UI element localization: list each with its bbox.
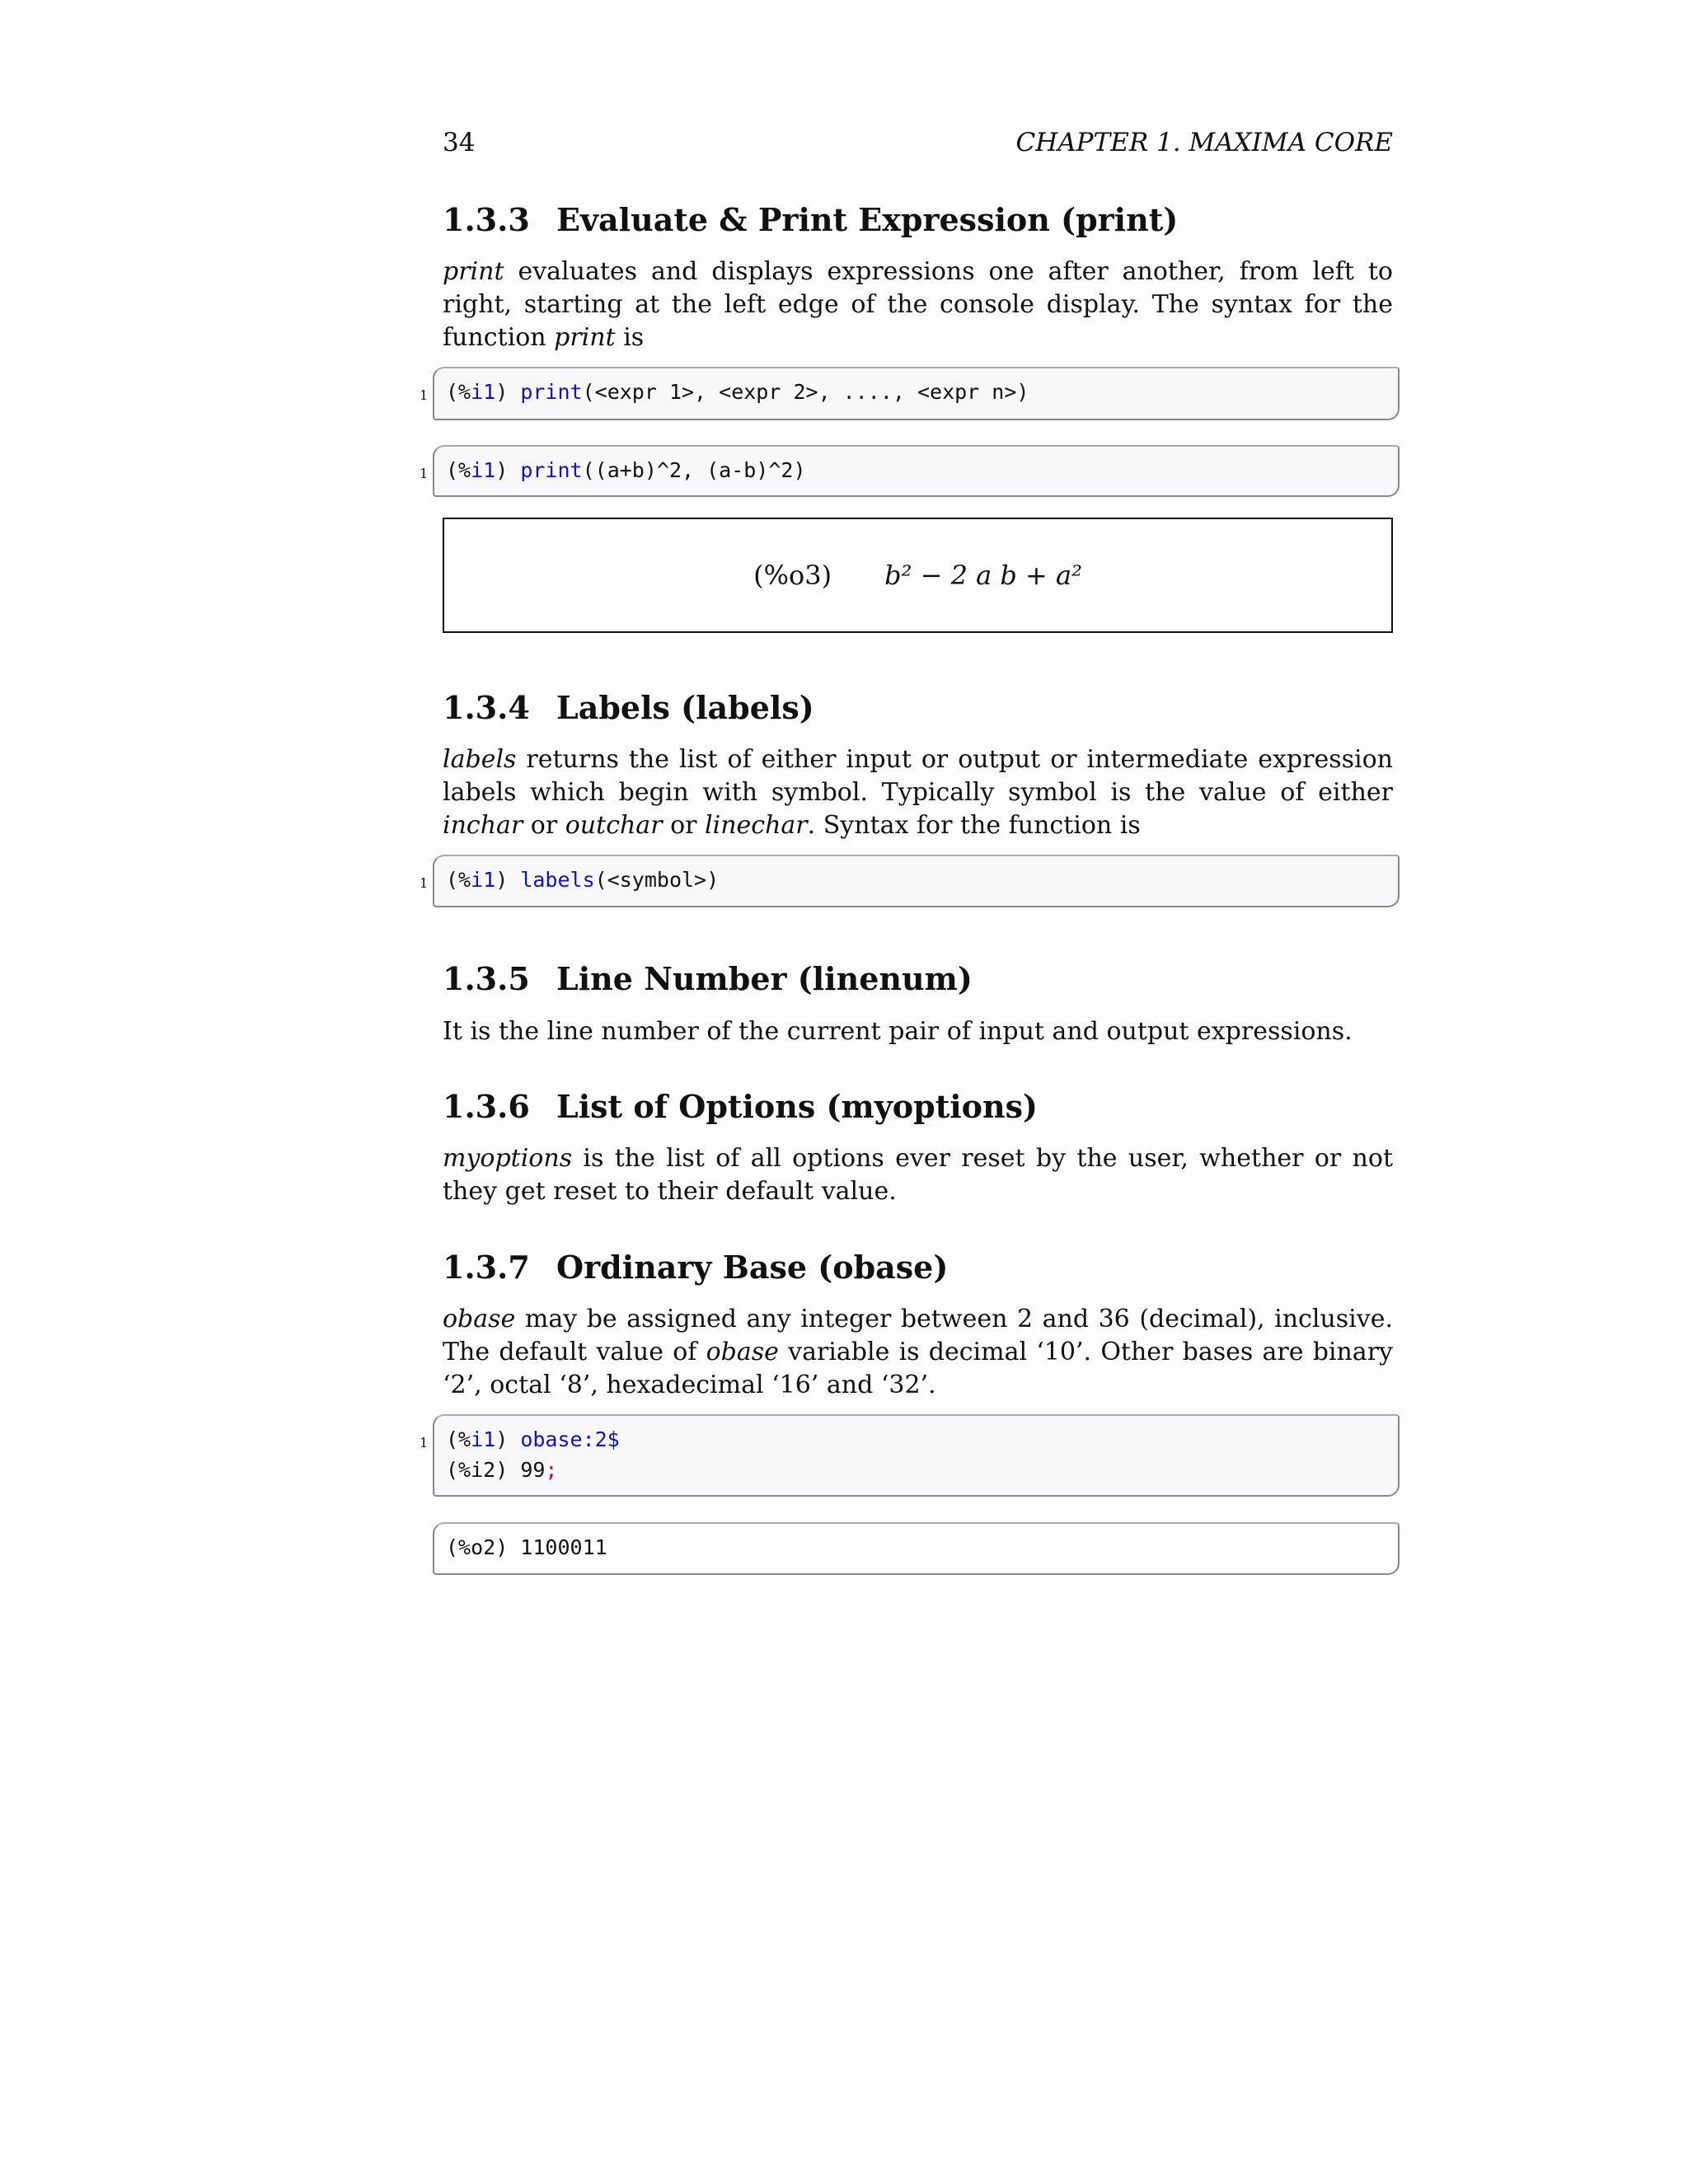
output-cell-obase: (%o2) 1100011	[433, 1522, 1400, 1575]
prompt: )	[495, 868, 521, 892]
term: labels	[443, 745, 517, 774]
term: obase	[706, 1338, 779, 1366]
function-name: print	[520, 458, 583, 482]
terminator: ;	[545, 1458, 558, 1482]
arguments: ((a+b)^2, (a-b)^2)	[582, 458, 806, 482]
section-number: 1.3.3	[443, 201, 530, 238]
prompt: (%	[446, 1427, 471, 1451]
running-header: CHAPTER 1. MAXIMA CORE	[1015, 128, 1393, 157]
prompt-id: i1	[471, 380, 496, 404]
term: print	[554, 323, 616, 352]
term: outchar	[565, 811, 663, 840]
section-number: 1.3.4	[443, 689, 530, 726]
print-description	[443, 255, 1393, 354]
prompt: (%i2)	[446, 1458, 521, 1482]
line-number: 1	[420, 466, 429, 481]
text: is	[615, 323, 645, 352]
output-label: (%o3)	[753, 560, 832, 591]
expression: obase:2$	[520, 1427, 620, 1451]
prompt: )	[495, 380, 521, 404]
text: . Syntax for the function is	[807, 811, 1141, 840]
math-output-box	[443, 518, 1393, 633]
prompt: (%	[446, 380, 471, 404]
output-expression: b² − 2 a b + a²	[884, 560, 1082, 591]
text: or	[523, 811, 565, 840]
prompt-id: i1	[471, 868, 496, 892]
prompt-id: i1	[471, 458, 496, 482]
line-number: 1	[420, 875, 429, 891]
function-name: labels	[520, 868, 595, 892]
section-heading-1-3-3	[443, 201, 1178, 238]
labels-description	[443, 743, 1393, 842]
prompt-id: i1	[471, 1427, 496, 1451]
linenum-description: It is the line number of the current pair of input and output expressions.	[443, 1017, 1353, 1046]
page-number: 34	[443, 128, 476, 157]
section-title: Ordinary Base (obase)	[556, 1249, 949, 1286]
section-heading-1-3-5	[443, 960, 973, 997]
line-number: 1	[420, 387, 429, 403]
prompt: )	[495, 1427, 521, 1451]
section-heading-1-3-4	[443, 689, 814, 726]
code-cell-print-syntax[interactable]	[420, 367, 1400, 420]
text: is the list of all options ever reset by the user, whether or not they get reset to their default value.	[443, 1144, 1393, 1206]
section-title: Evaluate & Print Expression (print)	[556, 201, 1179, 238]
section-heading-1-3-7	[443, 1249, 948, 1286]
prompt: )	[495, 458, 521, 482]
arguments: (<expr 1>, <expr 2>, ...., <expr n>)	[582, 380, 1029, 404]
term: myoptions	[443, 1144, 573, 1173]
myoptions-description	[443, 1142, 1393, 1208]
function-name: print	[520, 380, 583, 404]
section-title: List of Options (myoptions)	[556, 1088, 1039, 1125]
prompt: (%	[446, 458, 471, 482]
section-title: Labels (labels)	[556, 689, 814, 726]
obase-description	[443, 1303, 1393, 1402]
expression: 99	[520, 1458, 546, 1482]
section-number: 1.3.5	[443, 960, 530, 997]
term: inchar	[443, 811, 523, 840]
text: evaluates and displays expressions one after another, from left to right, starting at the left edge of the console display. The syntax for the function	[443, 257, 1393, 352]
section-title: Line Number (linenum)	[556, 960, 973, 997]
code-cell-obase-example[interactable]	[420, 1414, 1400, 1497]
term: linechar	[705, 811, 808, 840]
text: returns the list of either input or output or intermediate expression labels which begin with symbol. Typically symbol is the value of either	[443, 745, 1393, 807]
line-number: 1	[420, 1435, 429, 1451]
section-number: 1.3.6	[443, 1088, 530, 1125]
term: print	[443, 257, 504, 286]
text: may be assigned any integer between 2 and 36 (decimal), inclusive. The default value of	[443, 1305, 1393, 1366]
text: variable is decimal ‘10’. Other bases are binary ‘2’, octal ‘8’, hexadecimal ‘16’ and ‘32’.	[443, 1338, 1393, 1399]
arguments: (<symbol>)	[594, 868, 720, 892]
code-cell-print-example[interactable]	[420, 445, 1400, 497]
text: or	[662, 811, 706, 840]
term: obase	[443, 1305, 516, 1333]
code-cell-labels-syntax[interactable]	[420, 855, 1400, 907]
prompt: (%	[446, 868, 471, 892]
section-number: 1.3.7	[443, 1249, 530, 1286]
section-heading-1-3-6	[443, 1088, 1038, 1125]
